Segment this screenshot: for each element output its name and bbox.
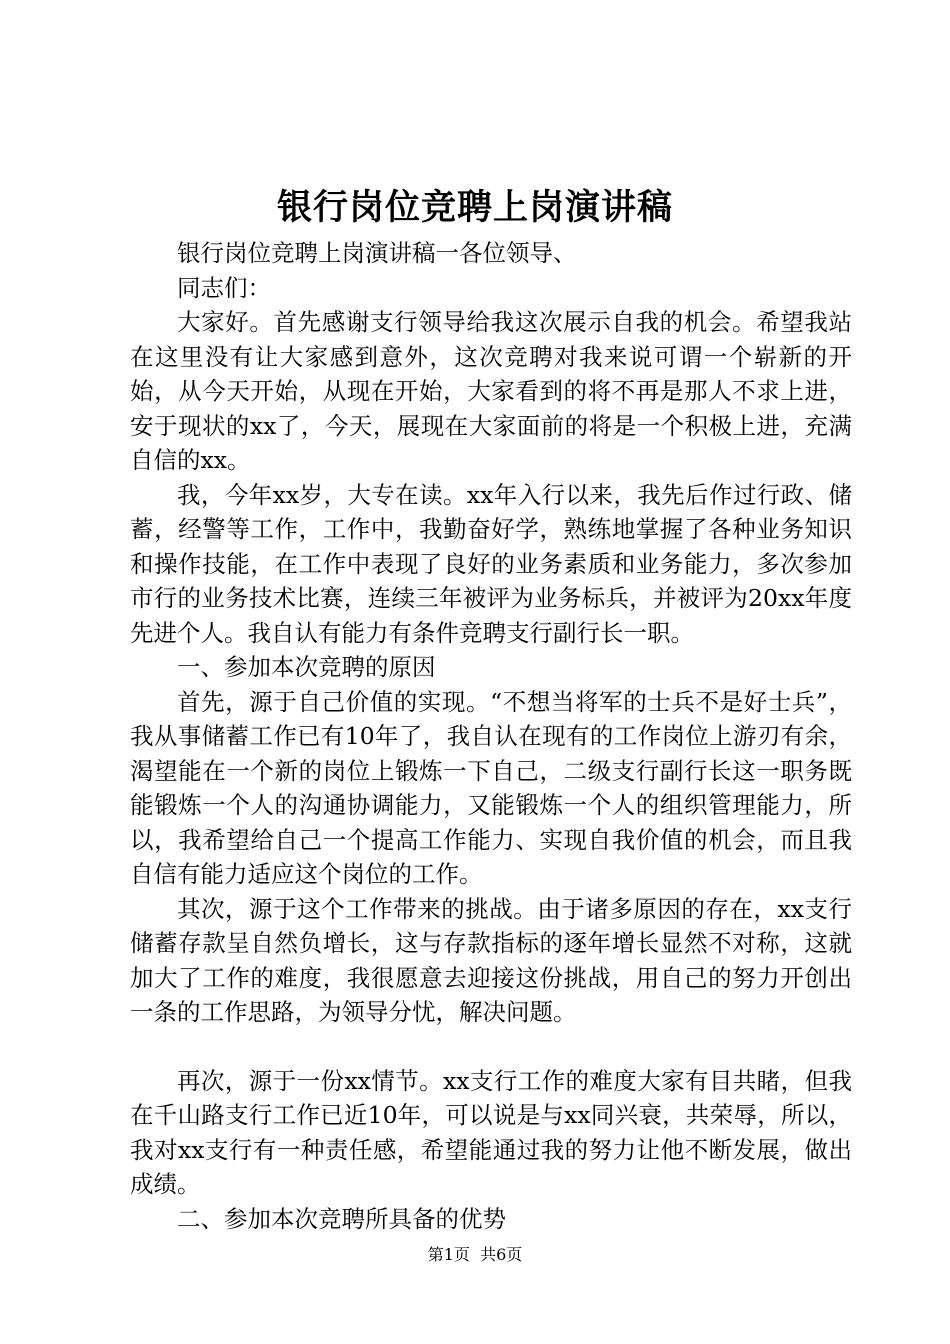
- paragraph-reason-third: 再次，源于一份xx情节。xx支行工作的难度大家有目共睹，但我在千山路支行工作已近10年，可以说是与xx同兴衰，共荣辱，所以，我对xx支行有一种责任感，希望能通过我的努力让他不断发展，做出成绩。: [130, 1066, 852, 1198]
- section-heading-advantages: 二、参加本次竞聘所具备的优势: [177, 1204, 506, 1233]
- paragraph-reason-second: 其次，源于这个工作带来的挑战。由于诸多原因的存在，xx支行储蓄存款呈自然负增长，这与存款指标的逐年增长显然不对称，这就加大了工作的难度，我很愿意去迎接这份挑战，用自己的努力开创出一条的工作思路，为领导分忧，解决问题。: [130, 894, 852, 1026]
- document-title: 银行岗位竞聘上岗演讲稿: [276, 187, 673, 228]
- paragraph-opening: 大家好。首先感谢支行领导给我这次展示自我的机会。希望我站在这里没有让大家感到意外，这次竞聘对我来说可谓一个崭新的开始，从今天开始，从现在开始，大家看到的将不再是那人不求上进，安于现状的xx了，今天，展现在大家面前的将是一个积极上进，充满自信的xx。: [130, 308, 852, 474]
- page-footer: [0, 1244, 950, 1266]
- paragraph-self-introduction: 我，今年xx岁，大专在读。xx年入行以来，我先后作过行政、储蓄，经警等工作，工作中，我勤奋好学，熟练地掌握了各种业务知识和操作技能，在工作中表现了良好的业务素质和业务能力，多次参加市行的业务技术比赛，连续三年被评为业务标兵，并被评为20xx年度先进个人。我自认有能力有条件竞聘支行副行长一职。: [130, 480, 852, 647]
- section-heading-reasons: 一、参加本次竞聘的原因: [177, 653, 436, 681]
- paragraph-salutation: 同志们：: [177, 273, 271, 302]
- paragraph-greeting: 银行岗位竞聘上岗演讲稿一各位领导、: [177, 239, 577, 267]
- document-body: [130, 236, 852, 1236]
- paragraph-reason-first: 首先，源于自己价值的实现。“不想当将军的士兵不是好士兵”，我从事储蓄工作已有10年了，我自认在现有的工作岗位上游刃有余，渴望能在一个新的岗位上锻炼一下自己，二级支行副行长这一职务既能锻炼一个人的沟通协调能力，又能锻炼一个人的组织管理能力，所以，我希望给自己一个提高工作能力、实现自我价值的机会，而且我自信有能力适应这个岗位的工作。: [130, 687, 852, 888]
- page-number: 第1页: [427, 1245, 470, 1264]
- page-total: 共6页: [480, 1245, 523, 1264]
